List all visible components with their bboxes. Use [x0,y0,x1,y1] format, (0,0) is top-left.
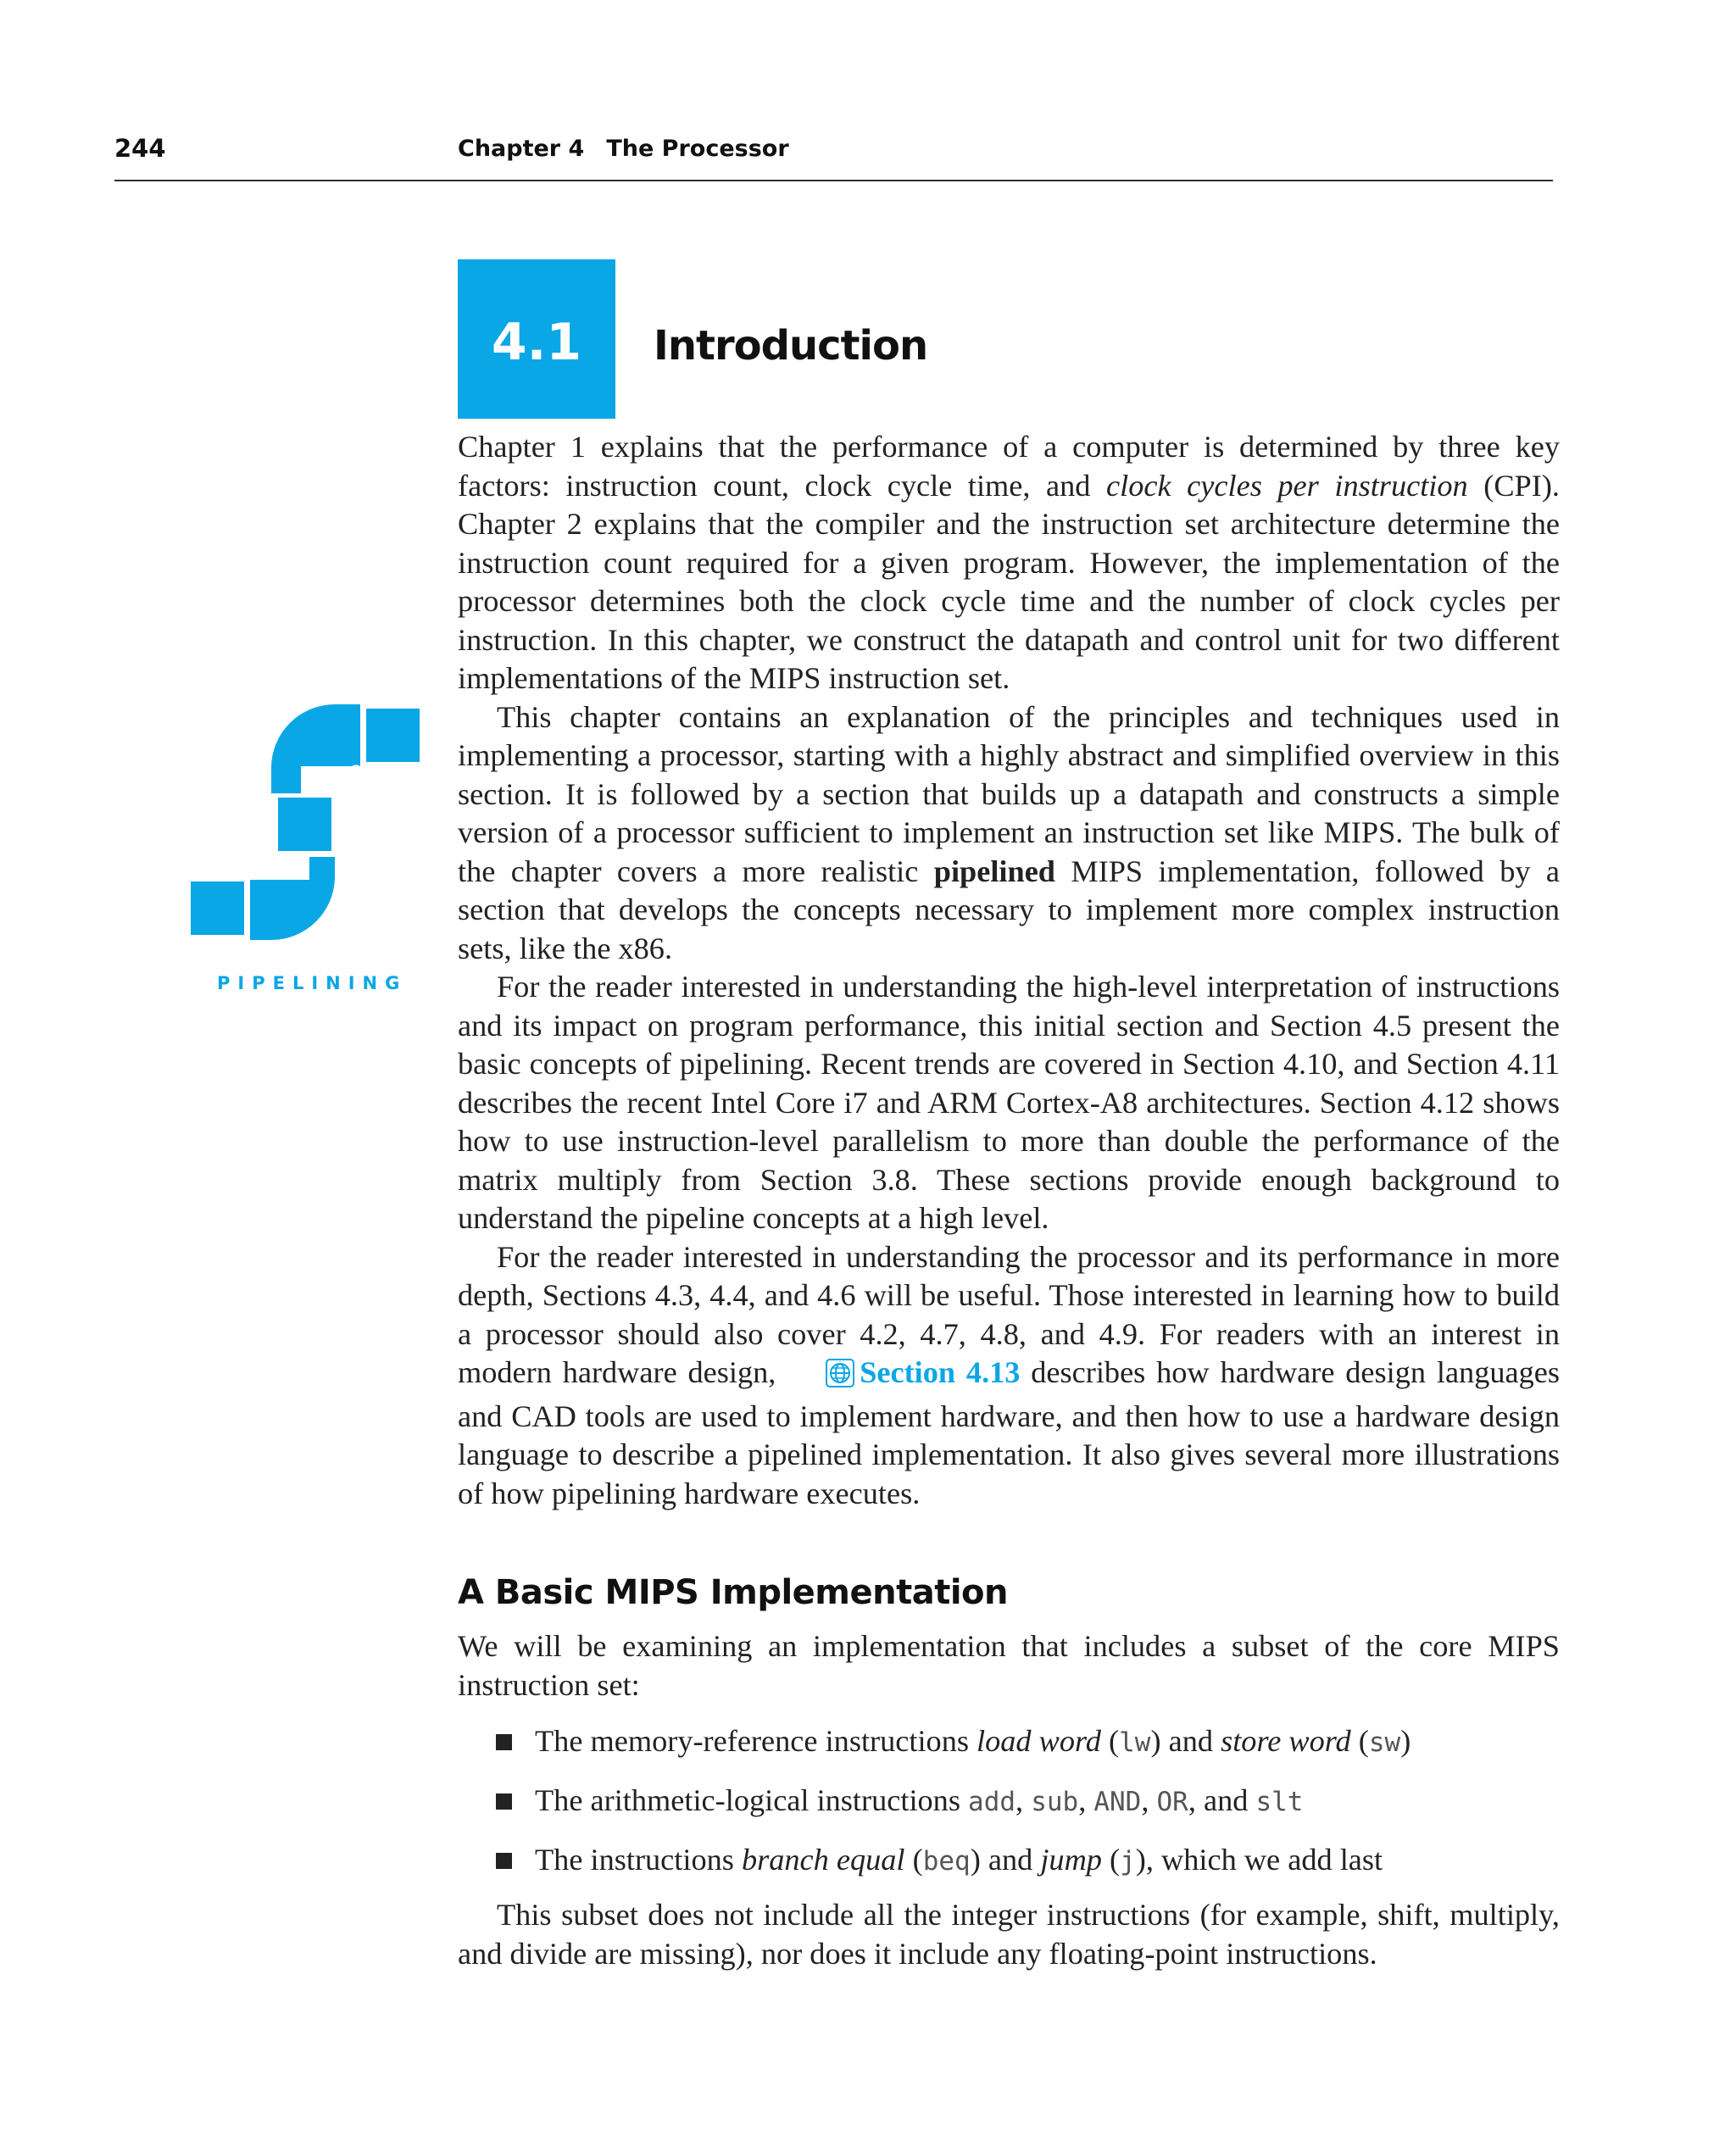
bold-term: pipelined [933,854,1055,888]
text-run: The arithmetic-logical instructions [535,1783,969,1817]
text-run: Chapter 1 explains that the performance of a computer is determined by three key factors: instruction count, clock cycle time, and [458,430,1560,503]
pipe-top-block [366,709,420,762]
intro-paragraph-1 [458,428,1560,698]
text-run: and [1160,1724,1221,1758]
code-sw: sw [1368,1727,1401,1758]
code-add: add [968,1787,1016,1817]
text-run: MIPS implementation, followed by a section that develops the concepts necessary to implement more complex instruction sets, like the x86. [458,854,1560,965]
section-4-13-link[interactable]: Section 4.13 [860,1355,1021,1389]
text-run: The memory-reference instructions [535,1724,977,1758]
section-number-box [458,259,615,419]
pipe-middle-block [278,798,331,851]
text-run: describes how hardware design languages and CAD tools are used to implement hardware, and then how to use a hardware design language to describe a pipelined implementation. It also gives several more illustrations of how pipelining hardware executes. [458,1355,1560,1510]
code-or: OR [1156,1787,1188,1817]
closing-text [458,1896,1560,1973]
mips-lead-paragraph: We will be examining an implementation that includes a subset of the core MIPS instruction set: [458,1629,1560,1702]
intro-paragraph-2 [458,698,1560,969]
text-run: , and [1188,1783,1256,1817]
text-run: The instructions [535,1843,742,1877]
pipe-top-elbow [271,704,360,793]
intro-text [458,428,1560,1513]
text-run: (CPI). Chapter 2 explains that the compiler and the instruction set architecture determine the instruction count required for a given program. However, the implementation of the processor determines both the clock cycle time and the number of clock cycles per instruction. In this chapter, we construct the datapath and control unit for two different implementations of the MIPS instruction set. [458,468,1560,695]
list-item: The memory-reference instructions load word (lw) and store word (sw) [496,1722,1555,1763]
italic-term: branch equal [741,1843,905,1877]
running-header [458,136,789,162]
italic-term: jump [1040,1843,1102,1877]
intro-paragraph-4 [458,1238,1560,1514]
section-number: 4.1 [491,313,582,372]
pipe-bottom-block [191,881,244,935]
list-item: The instructions branch equal (beq) and jump (j), which we add last [496,1841,1555,1882]
intro-paragraph-3: For the reader interested in understanding the high-level interpretation of instructions and its impact on program performance, this initial section and Section 4.5 present the basic concepts of pipelining. Recent trends are covered in Section 4.10, and Section 4.11 describes the recent Intel Core i7 and ARM Cortex-A8 architectures. Section 4.12 shows how to use instruction-level parallelism to more than double the performance of the matrix multiply from Section 3.8. These sections provide enough background to understand the pipeline concepts at a high level. [458,970,1560,1235]
code-j: j [1120,1846,1136,1877]
pipe-graphic [191,700,420,946]
pipe-bottom-elbow [250,857,335,940]
text-run: and [980,1843,1041,1877]
page-number: 244 [114,134,166,163]
margin-label: PIPELINING [217,973,408,993]
instruction-list [496,1722,1555,1900]
pipe-icon [191,700,420,950]
subsection-heading: A Basic MIPS Implementation [458,1573,1008,1612]
italic-term: load word [976,1724,1101,1758]
bullet-square-icon [496,1734,512,1750]
bullet-square-icon [496,1853,512,1869]
chapter-title: The Processor [606,136,789,162]
mips-lead [458,1627,1560,1704]
text-run: , which we add last [1145,1843,1383,1877]
code-sub: sub [1031,1787,1079,1817]
chapter-label: Chapter 4 [458,136,585,162]
globe-icon [787,1359,854,1398]
list-item: The arithmetic-logical instructions add, sub, AND, OR, and slt [496,1782,1555,1822]
code-beq: beq [922,1846,971,1877]
code-slt: slt [1255,1787,1304,1817]
text-run: This chapter contains an explanation of the principles and techniques used in implementing a processor, starting with a highly abstract and simplified overview in this section. It is followed by a section that builds up a datapath and constructs a simple version of a processor sufficient to implement an instruction set like MIPS. The bulk of the chapter covers a more realistic [458,699,1560,888]
section-title: Introduction [654,322,928,370]
italic-term: clock cycles per instruction [1106,468,1468,503]
code-and: AND [1093,1787,1142,1817]
text-run: For the reader interested in understanding the processor and its performance in more depth, Sections 4.3, 4.4, and 4.6 will be useful. Those interested in learning how to build a processor should also cover 4.2, 4.7, 4.8, and 4.9. For readers with an interest in modern hardware design, [458,1239,1560,1389]
header-rule [114,180,1553,181]
bullet-square-icon [496,1793,512,1810]
code-lw: lw [1119,1727,1151,1758]
closing-paragraph: This subset does not include all the integer instructions (for example, shift, multiply, and divide are missing), nor does it include any floating-point instructions. [458,1898,1560,1971]
italic-term: store word [1221,1724,1351,1758]
